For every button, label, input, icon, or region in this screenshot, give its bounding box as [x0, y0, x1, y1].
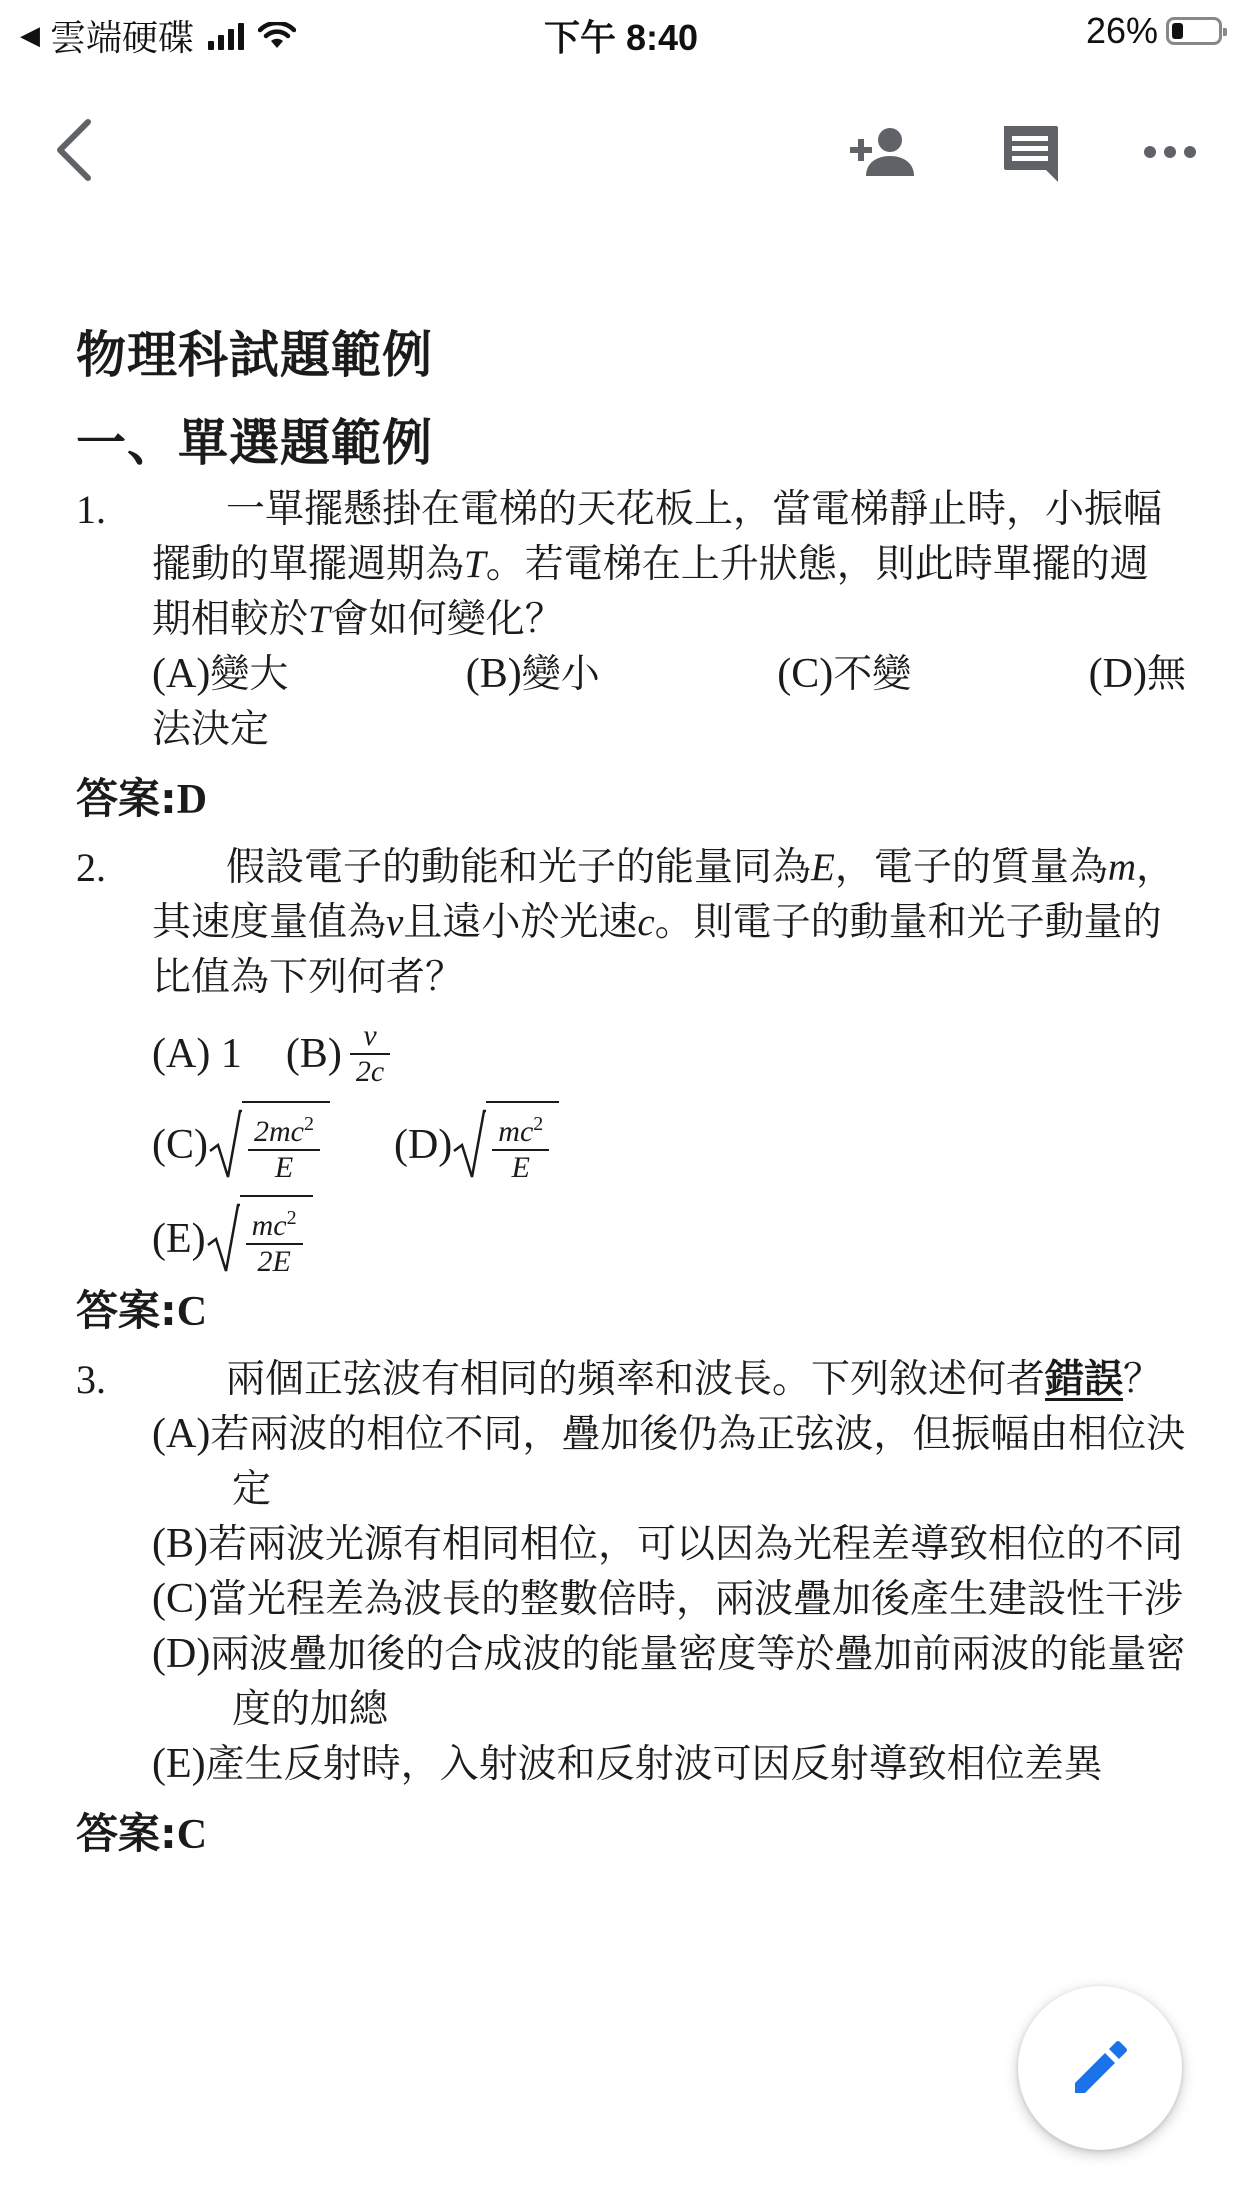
status-time: 下午 8:40 — [543, 17, 699, 58]
question-number: 2. — [76, 845, 106, 890]
option-value: 1 — [220, 1030, 242, 1077]
stem-text: 。則電子的動量和光子動量的比值為下列何者？ — [152, 900, 1162, 1000]
document-body — [76, 320, 1186, 1875]
exponent: 2 — [303, 1113, 314, 1135]
option-tag: (D) — [152, 1631, 211, 1677]
option-d — [152, 1627, 1186, 1737]
sqrt-radical-icon — [206, 1203, 240, 1275]
option-e — [152, 1199, 313, 1279]
denominator: E — [511, 1151, 530, 1184]
stem-text: ？ — [1123, 1357, 1163, 1402]
option-tag: (C) — [152, 1121, 208, 1168]
sqrt-radical-icon — [208, 1109, 242, 1181]
option-text: 兩波疊加後的合成波的能量密度等於疊加前兩波的能量密度的加總 — [210, 1632, 1186, 1732]
option-text: 若兩波的相位不同，疊加後仍為正弦波，但振幅由相位決定 — [210, 1412, 1186, 1512]
sqrt-radical-icon — [452, 1109, 486, 1181]
person-add-icon — [846, 124, 918, 180]
numerator — [248, 1107, 320, 1149]
more-options-button[interactable] — [1130, 112, 1210, 192]
option-a — [152, 647, 288, 702]
option-tag: (B) — [285, 1030, 342, 1077]
answer-value: C — [176, 1812, 208, 1858]
pencil-edit-icon — [1069, 2037, 1131, 2099]
chevron-left-icon — [40, 110, 110, 190]
question-stem — [152, 840, 1186, 1005]
options-row — [152, 647, 1186, 702]
options-row-cd — [152, 1105, 1186, 1185]
option-text: 若兩波光源有相同相位，可以因為光程差導致相位的不同 — [208, 1522, 1184, 1567]
numerator-text: mc — [251, 1209, 287, 1242]
option-d — [394, 1105, 559, 1185]
numerator — [492, 1107, 549, 1149]
stem-text: ，電子的質量為 — [834, 845, 1108, 890]
option-tag: (A) — [152, 1030, 211, 1077]
battery-icon — [1166, 17, 1222, 45]
battery-level-fill — [1172, 23, 1183, 39]
exponent: 2 — [533, 1113, 544, 1135]
status-bar-right — [1086, 10, 1222, 52]
option-text: 無 — [1146, 652, 1186, 697]
denominator: 2E — [257, 1245, 291, 1278]
option-tag: (C) — [777, 651, 834, 697]
option-b — [152, 1517, 1186, 1572]
option-e — [152, 1737, 1186, 1792]
denominator: E — [274, 1151, 294, 1184]
stem-text: 且遠小於光速 — [403, 900, 638, 945]
options-row-ab — [152, 1019, 1186, 1089]
exponent: 2 — [286, 1207, 297, 1229]
numerator-text: mc — [498, 1115, 534, 1148]
option-a — [152, 1407, 1186, 1517]
fraction — [492, 1107, 549, 1185]
option-tag: (D) — [393, 1121, 453, 1168]
stem-variable: c — [637, 901, 655, 944]
sqrt-content — [240, 1195, 313, 1279]
back-to-app-icon[interactable]: ◀ — [20, 20, 40, 50]
option-tag: (C) — [152, 1576, 208, 1622]
back-button[interactable] — [40, 110, 110, 190]
answer-label: 答案: — [76, 774, 177, 823]
edit-fab-button[interactable] — [1018, 1986, 1182, 2150]
stem-text: 一單擺懸掛在電梯的天花板上，當電梯靜止時，小振幅擺動的單擺週期為 — [152, 487, 1163, 587]
back-to-app-label[interactable]: 雲端硬碟 — [50, 17, 195, 58]
option-c — [152, 1572, 1186, 1627]
stem-variable: E — [811, 846, 835, 889]
answer-value: C — [176, 1289, 208, 1335]
option-c — [152, 1105, 330, 1185]
option-b — [286, 1019, 390, 1089]
option-tag: (E) — [152, 1741, 206, 1787]
question-stem — [152, 482, 1186, 647]
fraction — [248, 1107, 320, 1185]
stem-text: 。若電梯在上升狀態，則此時單擺的週期相較於 — [152, 542, 1149, 642]
answer-3 — [76, 1806, 1186, 1863]
option-tag: (B) — [465, 651, 522, 697]
question-number: 3. — [76, 1357, 106, 1402]
option-tag: (A) — [152, 651, 211, 697]
question-stem — [152, 1352, 1186, 1407]
option-text: 當光程差為波長的整數倍時，兩波疊加後產生建設性干涉 — [208, 1577, 1184, 1622]
question-2 — [76, 840, 1186, 1279]
more-horizontal-icon — [1142, 144, 1198, 160]
comment-icon — [998, 120, 1062, 184]
answer-value: D — [176, 777, 208, 823]
stem-variable: T — [308, 598, 330, 641]
answer-label: 答案: — [76, 1286, 177, 1335]
question-number: 1. — [76, 487, 106, 532]
stem-text: 兩個正弦波有相同的頻率和波長。下列敘述何者 — [226, 1357, 1046, 1402]
sqrt-content — [242, 1101, 330, 1185]
battery-percent: 26% — [1085, 10, 1158, 51]
question-3 — [76, 1352, 1186, 1792]
denominator: 2c — [355, 1055, 385, 1088]
stem-variable: T — [464, 543, 486, 586]
answer-2 — [76, 1283, 1186, 1340]
option-text: 產生反射時，入射波和反射波可因反射導致相位差異 — [205, 1742, 1103, 1787]
option-tag: (A) — [152, 1411, 211, 1457]
option-c — [777, 647, 911, 702]
option-a — [152, 1027, 242, 1082]
options-row-e — [152, 1199, 1186, 1279]
stem-text: ，其速度量值為 — [152, 845, 1176, 945]
answer-1 — [76, 771, 1186, 828]
option-text: 不變 — [833, 652, 912, 697]
comments-button[interactable] — [990, 112, 1070, 192]
stem-text: 假設電子的動能和光子的能量同為 — [226, 845, 812, 890]
option-tag: (D) — [1088, 651, 1147, 697]
stem-text: 會如何變化？ — [329, 597, 564, 642]
document-title: 物理科試題範例 — [76, 326, 433, 384]
numerator — [246, 1201, 303, 1243]
status-bar — [0, 0, 1242, 62]
stem-variable: m — [1107, 846, 1137, 889]
answer-label: 答案: — [76, 1809, 177, 1858]
option-d-continued: 法決定 — [152, 707, 270, 752]
question-1 — [76, 482, 1186, 757]
stem-variable: v — [386, 901, 404, 944]
document-toolbar — [0, 90, 1242, 210]
numerator: v — [363, 1019, 377, 1052]
fraction — [246, 1201, 303, 1279]
sqrt-content — [486, 1101, 559, 1185]
option-d — [1089, 647, 1186, 702]
option-tag: (B) — [152, 1521, 208, 1567]
numerator-text: 2mc — [254, 1115, 304, 1148]
section-title: 一、單選題範例 — [76, 414, 433, 472]
option-tag: (E) — [152, 1215, 206, 1262]
option-text: 變大 — [210, 652, 289, 697]
fraction — [350, 1019, 390, 1089]
share-add-person-button[interactable] — [842, 112, 922, 192]
option-text: 變小 — [521, 652, 600, 697]
stem-emphasis: 錯誤 — [1045, 1357, 1124, 1402]
option-b — [466, 647, 600, 702]
